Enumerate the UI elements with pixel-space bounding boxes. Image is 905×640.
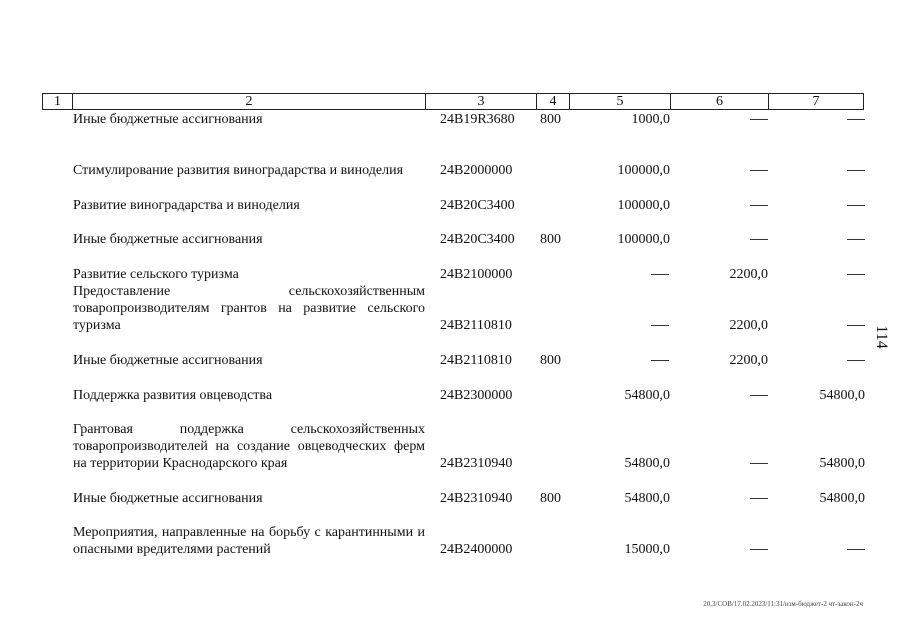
header-col-7: 7 [812,94,820,109]
header-col-2: 2 [73,94,426,109]
empty-dash [847,541,865,558]
row-code: 24В2300000 [440,388,513,403]
row-code: 24В20С3400 [440,232,515,247]
row-name: Стимулирование развития виноградарства и виноделия [73,163,404,178]
row-amount-c5: 100000,0 [617,198,670,213]
row-code: 24В2100000 [440,267,513,282]
row-name: Иные бюджетные ассигнования [73,353,263,368]
row-name: Иные бюджетные ассигнования [73,232,263,247]
footer-note: 20,3/СОВ/17.02.2023/11:31/изм-бюджет-2 чт-закон-2ч [703,600,863,608]
row-name: Поддержка развития овцеводства [73,388,273,403]
row-amount-c7: 54800,0 [819,491,865,506]
row-name: Иные бюджетные ассигнования [73,491,263,506]
header-col-5: 5 [570,94,671,109]
row-code: 24В2000000 [440,163,513,178]
row-amount-c6: 2200,0 [729,267,768,282]
header-col-6: 6 [671,94,769,109]
row-code: 24В2110810 [440,353,512,368]
row-name: Предоставление сельскохозяйственным товаропроизводителям грантов на развитие сельского туризма [73,284,425,333]
row-vr: 800 [540,491,561,506]
row-code: 24В20С3400 [440,198,515,213]
row-name: Развитие сельского туризма [73,267,239,282]
row-code: 24В2310940 [440,491,513,506]
row-name: Развитие виноградарства и виноделия [73,198,300,213]
row-amount-c6: 2200,0 [729,353,768,368]
row-amount-c7: 54800,0 [819,456,865,471]
header-col-4: 4 [537,94,570,109]
row-amount-c5: 15000,0 [624,542,670,557]
row-code: 24В2310940 [440,456,513,471]
row-code: 24В2400000 [440,542,513,557]
row-amount-c5: 100000,0 [617,163,670,178]
row-vr: 800 [540,353,561,368]
header-col-1: 1 [43,94,73,109]
row-amount-c7: 54800,0 [819,388,865,403]
row-name: Грантовая поддержка сельскохозяйственных товаропроизводителей на создание овцеводческих ферм на территории Краснодарского края [73,422,425,471]
row-vr: 800 [540,112,561,127]
row-name: Иные бюджетные ассигнования [73,112,263,127]
row-amount-c5: 54800,0 [624,491,670,506]
row-amount-c5: 54800,0 [624,388,670,403]
row-amount-c5: 1000,0 [631,112,670,127]
row-code: 24В19R3680 [440,112,515,127]
row-amount-c5: 54800,0 [624,456,670,471]
header-col-3: 3 [426,94,537,109]
empty-dash [750,541,768,558]
row-vr: 800 [540,232,561,247]
row-amount-c5: 100000,0 [617,232,670,247]
row-code: 24В2110810 [440,318,512,333]
page-number: 114 [873,325,890,349]
row-name: Мероприятия, направленные на борьбу с карантинными и опасными вредителями растений [73,525,425,557]
row-amount-c6: 2200,0 [729,318,768,333]
